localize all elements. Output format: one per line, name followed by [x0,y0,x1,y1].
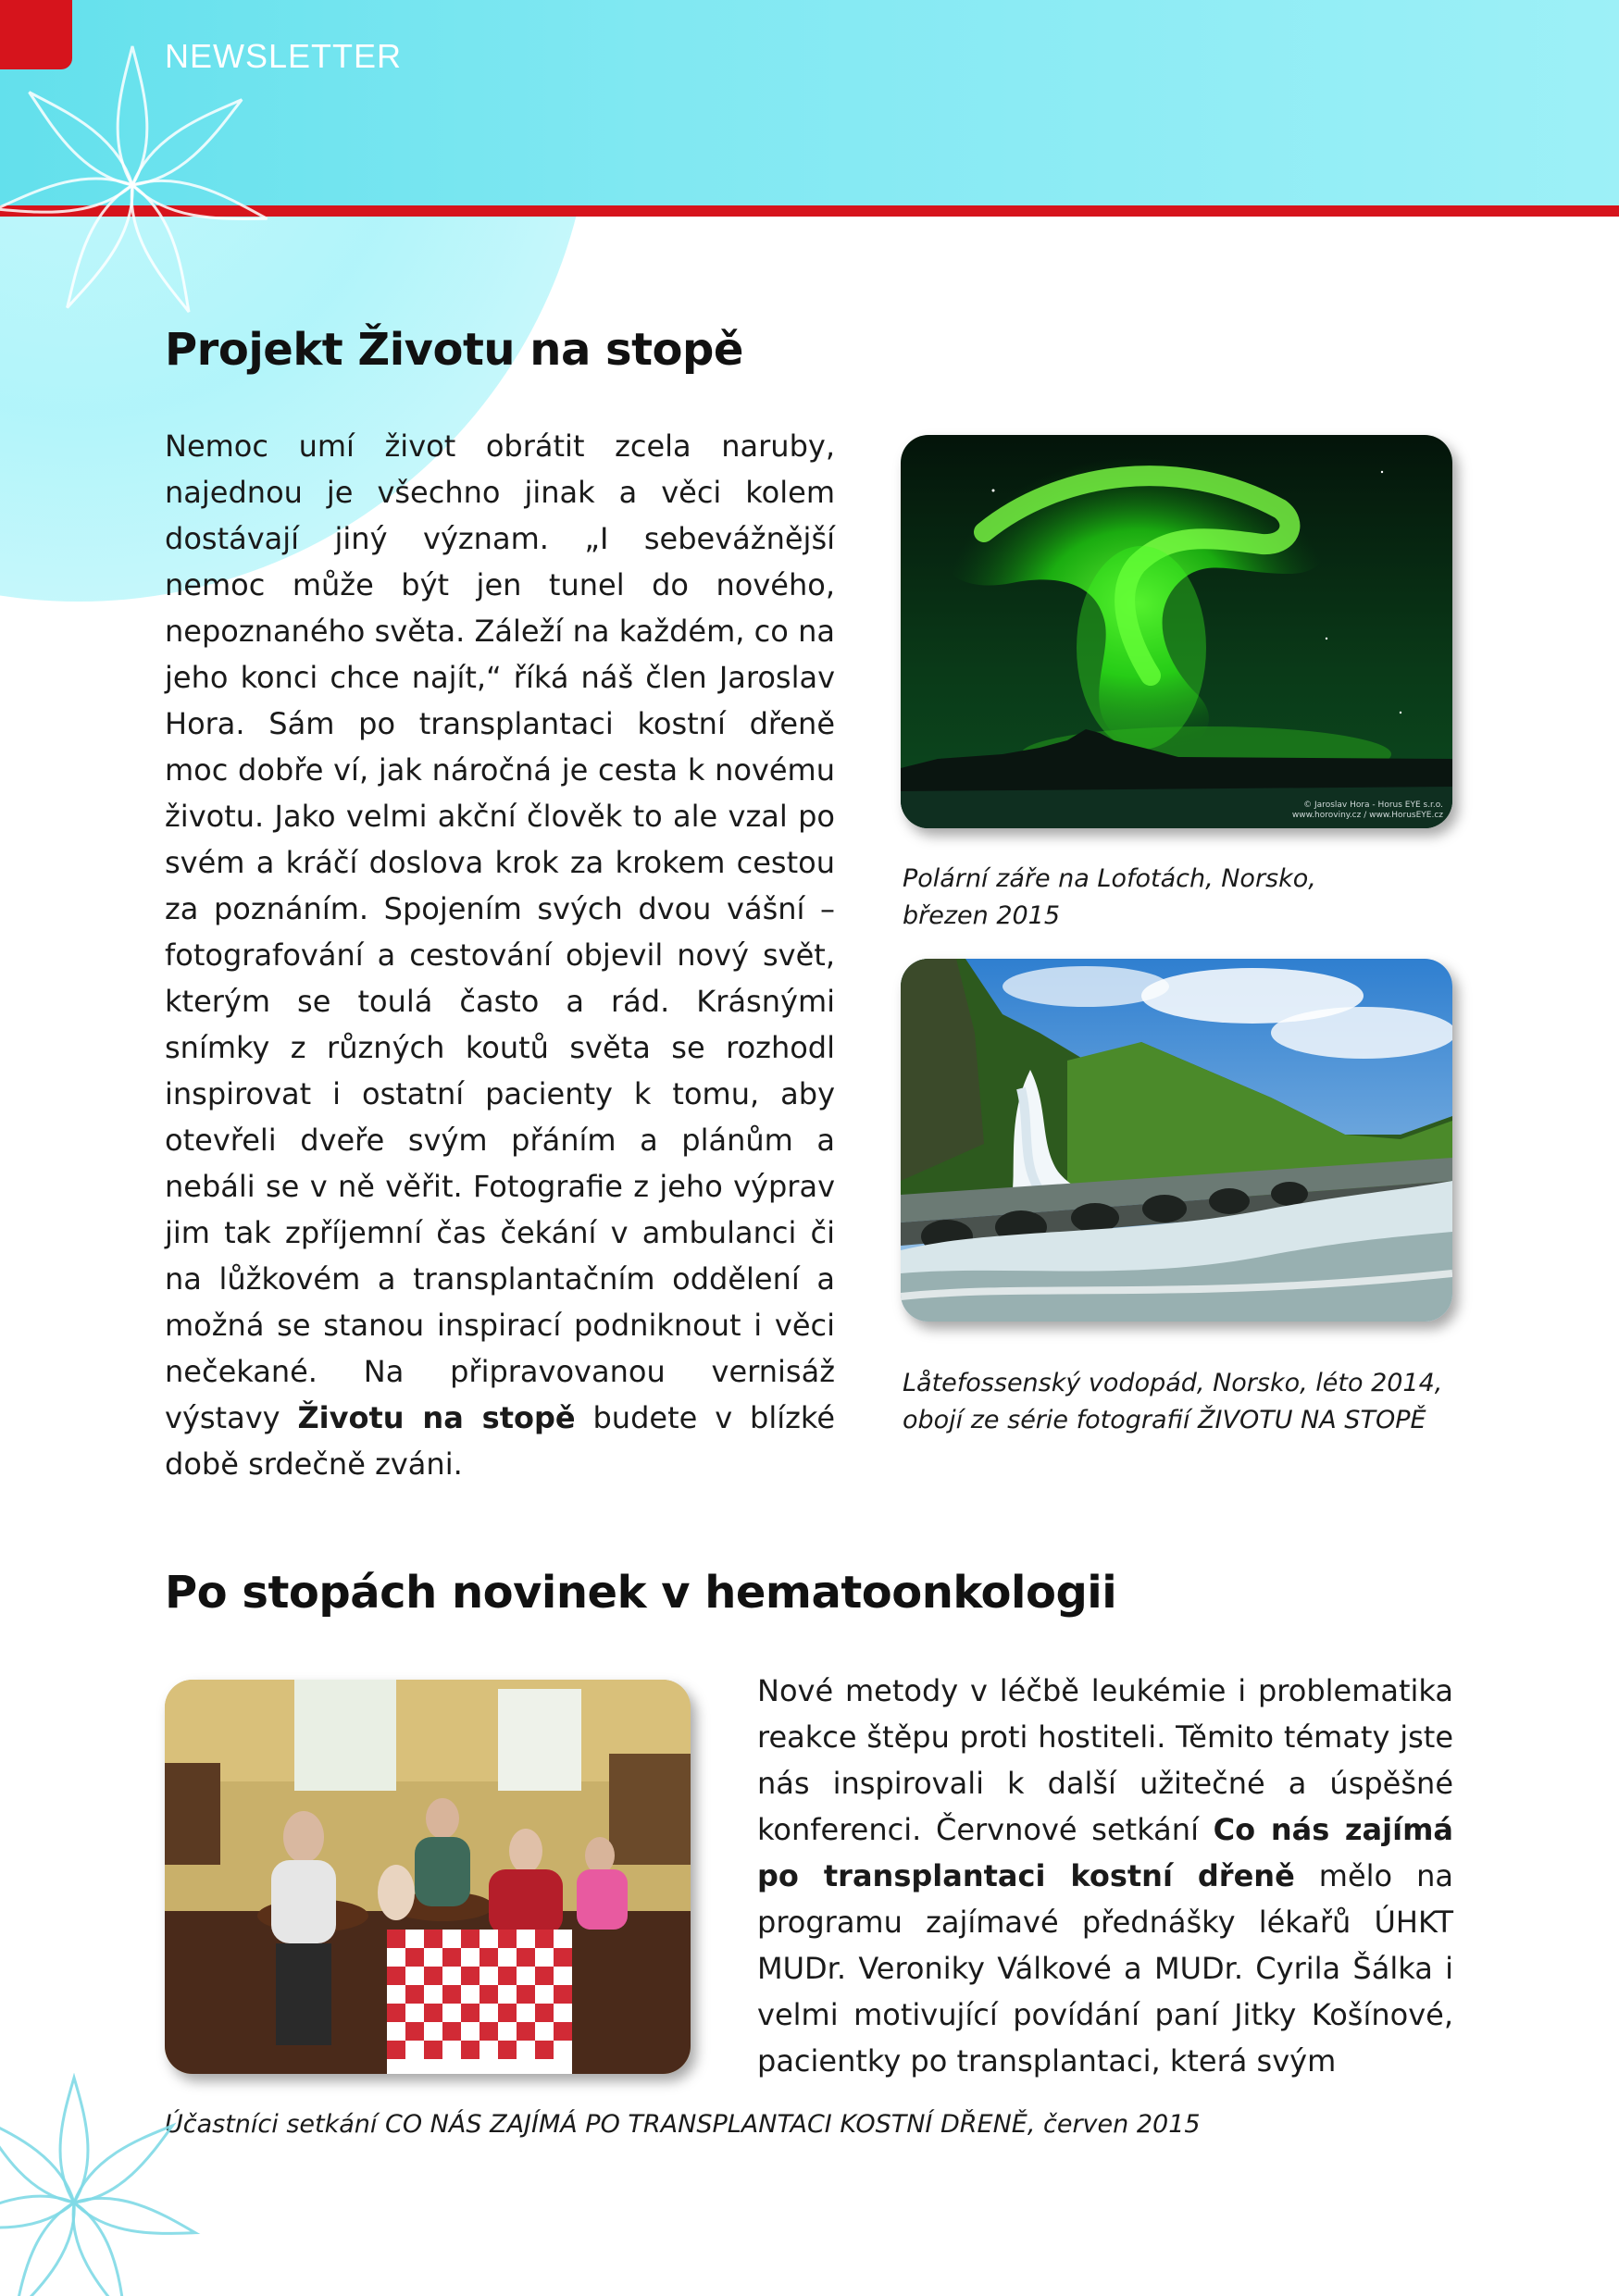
article-title: Po stopách novinek v hematoonkologii [165,1567,1117,1619]
caption-line: Polární záře na Lofotách, Norsko, [903,864,1316,893]
article-text: mělo na programu zajímavé přednášky lékařů ÚHKT MUDr. Veroniky Válkové a MUDr. Cyrila Šálka i velmi motivující povídání paní Jitky Košínové, pacientky po transplantaci, která svým [757,1858,1454,2079]
photo-caption [903,861,1458,935]
meeting-photo [165,1680,691,2074]
photo-caption: Účastníci setkání CO NÁS ZAJÍMÁ PO TRANSPLANTACI KOSTNÍ DŘENĚ, červen 2015 [165,2110,1201,2139]
article-body [757,1668,1453,2084]
header-red-tab [0,0,72,69]
article-title: Projekt Životu na stopě [165,324,743,376]
newsletter-label: NEWSLETTER [165,37,403,75]
photo-caption [903,1365,1513,1439]
photo-credit [1292,800,1443,821]
article-text-bold: Co nás zajímá po transplantaci kostní dřeně [757,1812,1454,1893]
article-text: Nové metody v léčbě leukémie i problematika reakce štěpu proti hostiteli. Těmito tématy jste nás inspirovali k další užitečné a úspěšné konferenci. Červnové setkání [757,1673,1453,1847]
article-text-bold: Životu na stopě [297,1400,576,1435]
article-text: budete v blízké době srdečně zváni. [165,1400,835,1482]
flower-outline-icon [0,2073,241,2296]
waterfall-photo [901,959,1452,1322]
article-text: Nemoc umí život obrátit zcela naruby, najednou je všechno jinak a věci kolem dostávají jiný význam. „I sebevážnější nemoc může být jen tunel do nového, nepoznaného světa. Záleží na každém, co na jeho konci chce najít,“ říká náš člen Jaroslav Hora. Sám po transplantaci kostní dřeně moc dobře ví, jak náročná je cesta k novému životu. Jako velmi akční člověk to ale vzal po svém a kráčí doslova krok za krokem cestou za poznáním. Spojením svých dvou vášní – fotografování a cestování objevil nový svět, kterým se toulá často a rád. Krásnými snímky z různých koutů světa se rozhodl inspirovat i ostatní pacienty k tomu, aby otevřeli dveře svým přáním a plánům a nebáli se v ně věřit. Fotografie z jeho výprav jim tak zpříjemní čas čekání v ambulanci či na lůžkovém a transplantačním oddělení a možná se stanou inspirací podniknout i věci nečekané. Na připravovanou vernisáž výstavy [165,428,835,1435]
article-body [165,423,835,1487]
aurora-photo [901,435,1452,828]
photo-credit-url: www.horoviny.cz / www.HorusEYE.cz [1291,811,1443,820]
caption-line: březen 2015 [903,901,1061,930]
caption-line: Låtefossenský vodopád, Norsko, léto 2014, [903,1369,1443,1397]
caption-line: obojí ze série fotografií ŽIVOTU NA STOPĚ [903,1406,1426,1434]
photo-credit-text: © Jaroslav Hora - Horus EYE s.r.o. [1303,800,1443,810]
